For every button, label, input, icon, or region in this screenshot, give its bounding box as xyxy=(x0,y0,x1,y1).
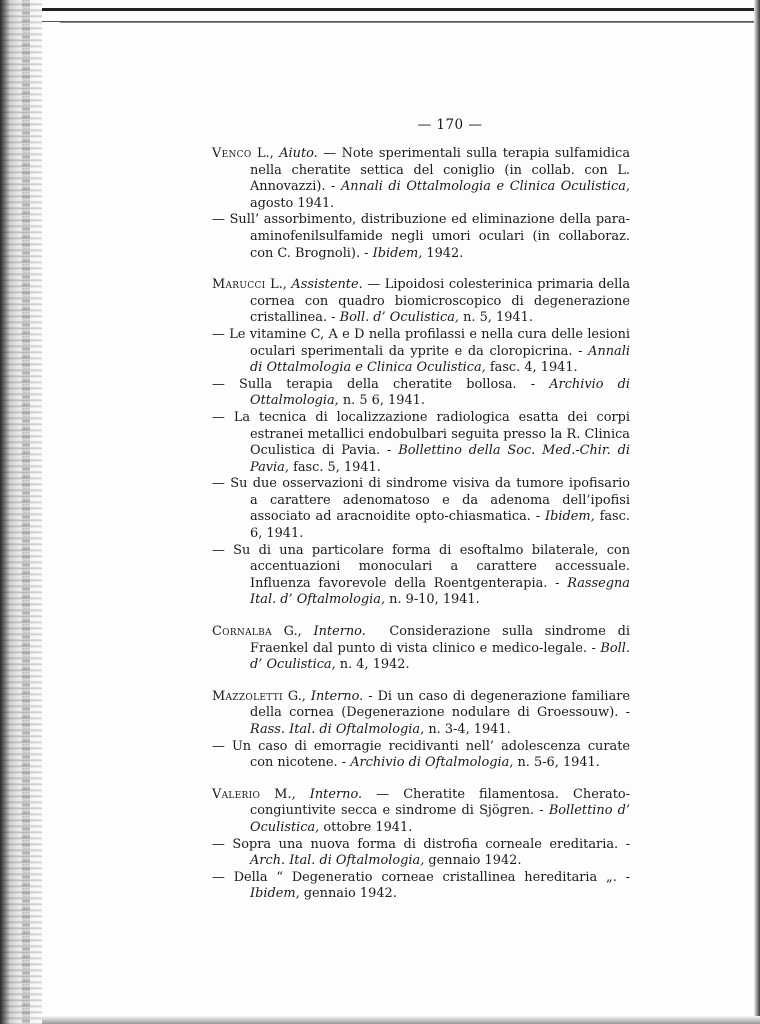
work-item: — Sulla terapia della cheratite bollosa. - Archivio di Ottalmologia, n. 5 6, 1941. xyxy=(212,376,630,409)
bibliography xyxy=(212,146,635,918)
journal: Bollettino d’ Oculistica, xyxy=(250,803,630,835)
top-rule xyxy=(42,8,760,22)
journal: Boll. d’ Oculistica, xyxy=(250,640,630,673)
work-item: — Su di una particolare forma di esoftalmo bilaterale, con accentuazioni monoculari a carattere accessuale. Influenza favorevole della Roentgenterapia. - Rassegna Ital. d’ Oftalmologia, n. 9-10, 1941. xyxy=(212,542,630,608)
journal: Archivio di Ottalmologia, xyxy=(250,376,630,409)
work-item: — Su due osservazioni di sindrome visiva da tumore ipofisario a carattere adenomatoso e da adenoma dell’ipofisi associato ad aracnoidite opto-chiasmatica. - Ibidem, fasc. 6, 1941. xyxy=(212,476,630,542)
journal: Rassegna Ital. d’ Oftalmologia, xyxy=(250,575,630,608)
bottom-page-edge xyxy=(42,1016,760,1024)
journal: Bollettino della Soc. Med.-Chir. di Pavia, xyxy=(250,443,630,475)
journal: Archivio di Oftalmologia, xyxy=(350,755,514,771)
work-item: Marucci L., Assistente. — Lipoidosi colesterinica primaria della cornea con quadro biomicroscopico di degenerazione cristallinea. - Boll. d’ Oculistica, n. 5, 1941. xyxy=(212,277,631,326)
author-name: Marucci xyxy=(212,277,266,293)
journal: Ibidem, xyxy=(250,886,300,902)
journal: Annali di Ottalmologia e Clinica Oculistica, xyxy=(250,343,630,376)
work-item: — Un caso di emorragie recidivanti nell’ adolescenza curate con nicotene. - Archivio di Oftalmologia, n. 5-6, 1941. xyxy=(212,738,630,771)
journal: Ibidem, xyxy=(545,509,595,525)
author-name: Cornalba xyxy=(212,624,272,640)
author-entry-venco xyxy=(212,146,630,262)
work-item: Cornalba G., Interno. Considerazione sulla sindrome di Fraenkel dal punto di vista clinico e medico-legale. - Boll. d’ Oculistica, n. 4, 1942. xyxy=(212,624,635,673)
journal: Boll. d’ Oculistica, xyxy=(339,310,460,326)
top-rule-thin xyxy=(60,22,760,23)
author-name: Venco xyxy=(212,146,252,161)
right-page-edge xyxy=(754,0,760,1024)
work-item: Valerio M., Interno. — Cheratite filamentosa. Cherato-congiuntivite secca e sindrome di Sjögren. - Bollettino d’ Oculistica, ottobre 1941. xyxy=(212,786,630,835)
author-name: Mazzoletti xyxy=(212,688,283,704)
author-entry-mazzoletti xyxy=(212,689,630,772)
work-item: — Sull’ assorbimento, distribuzione ed eliminazione della para-aminofenilsulfamide negli umori oculari (in collaboraz. con C. Brognoli). - Ibidem, 1942. xyxy=(212,212,630,261)
author-role: Interno. xyxy=(313,624,366,640)
work-item: Venco L., Aiuto. — Note sperimentali sulla terapia sulfamidica nella cheratite settica del coniglio (in collab. con L. Annovazzi). - Annali di Ottalmologia e Clinica Oculistica, agosto 1941. xyxy=(212,146,631,211)
author-role: Interno. xyxy=(310,688,364,704)
author-entry-valerio xyxy=(212,787,630,903)
author-role: Assistente. xyxy=(291,277,363,293)
work-item: Mazzoletti G., Interno. - Di un caso di degenerazione familiare della cornea (Degenerazione nodulare di Groessouw). - Rass. Ital. di Oftalmologia, n. 3-4, 1941. xyxy=(212,688,630,737)
page-number: — 170 — xyxy=(417,117,483,133)
journal: Ibidem, xyxy=(372,245,423,261)
binding-edge xyxy=(0,0,42,1024)
author-entry-marucci xyxy=(212,277,630,609)
journal: Rass. Ital. di Oftalmologia, xyxy=(250,722,425,737)
work-item: — Le vitamine C, A e D nella profilassi e nella cura delle lesioni oculari sperimentali da yprite e da cloropicrina. - Annali di Ottalmologia e Clinica Oculistica, fasc. 4, 1941. xyxy=(212,326,630,376)
journal: Annali di Ottalmologia e Clinica Oculistica, xyxy=(340,179,630,195)
author-role: Interno. xyxy=(309,786,363,802)
author-entry-cornalba xyxy=(212,624,635,674)
work-item: — La tecnica di localizzazione radiologica esatta dei corpi estranei metallici endobulbari seguita presso la R. Clinica Oculistica di Pavia. - Bollettino della Soc. Med.-Chir. di Pavia, fasc. 5, 1941. xyxy=(212,409,630,475)
author-name: Valerio xyxy=(212,786,261,802)
work-item: — Della “ Degeneratio corneae cristallinea hereditaria „. - Ibidem, gennaio 1942. xyxy=(212,869,630,902)
author-role: Aiuto. xyxy=(279,146,318,161)
journal: Arch. Ital. di Oftalmologia, xyxy=(250,853,425,869)
work-item: — Sopra una nuova forma di distrofia corneale ereditaria. - Arch. Ital. di Oftalmologia, gennaio 1942. xyxy=(212,836,630,869)
